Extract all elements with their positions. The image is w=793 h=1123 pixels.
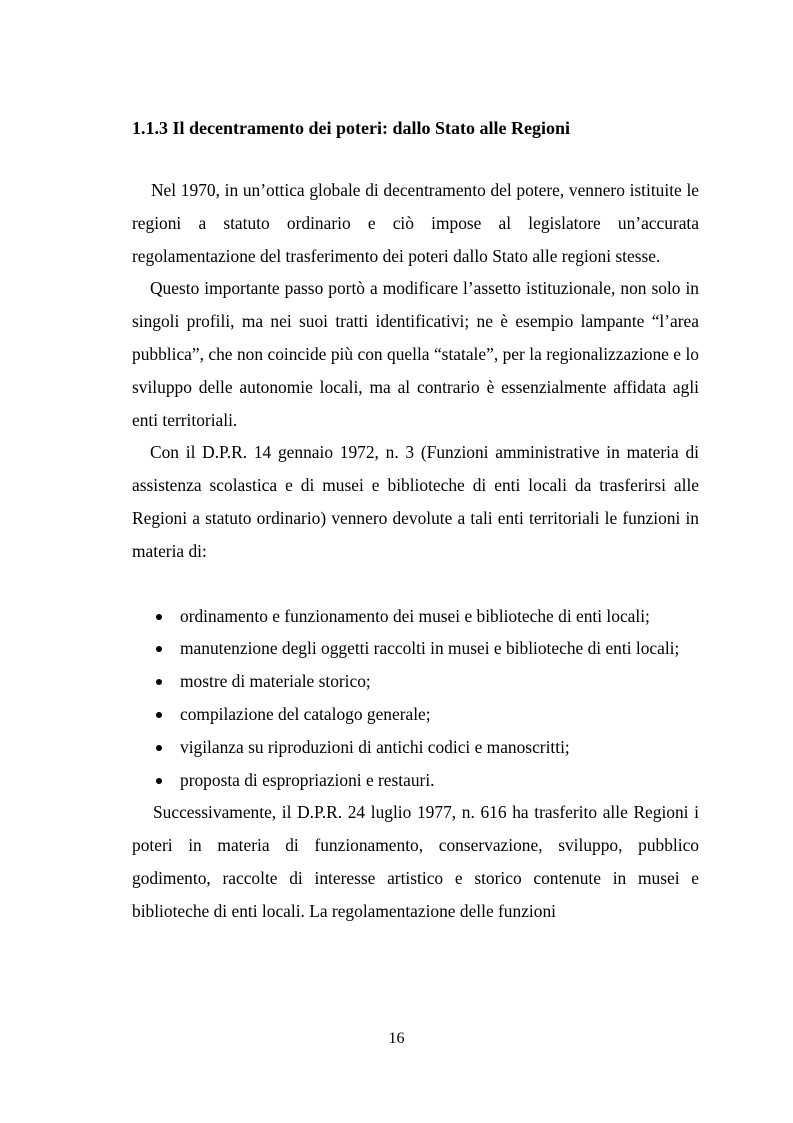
list-item [132, 632, 699, 665]
paragraph: Successivamente, il D.P.R. 24 luglio 1977, n. 616 ha trasferito alle Regioni i poteri in materia di funzionamento, conservazione, sviluppo, pubblico godimento, raccolte di interesse artistico e storico contenute in musei e biblioteche di enti locali. La regolamentazione delle funzioni [132, 802, 699, 921]
list-item-text: ordinamento e funzionamento dei musei e biblioteche di enti locali; [180, 605, 650, 626]
paragraph: Questo importante passo portò a modificare l’assetto istituzionale, non solo in singoli profili, ma nei suoi tratti identificativi; ne è esempio lampante “l’area pubblica”, che non coincide più con quella “statale”, per la regionalizzazione e lo sviluppo delle autonomie locali, ma al contrario è essenzialmente affidata agli enti territoriali. [132, 278, 699, 430]
body-text [132, 174, 699, 928]
list-item [132, 600, 699, 633]
list-item [132, 698, 699, 731]
bullet-icon [156, 712, 162, 718]
list-item [132, 665, 699, 698]
list-item-text: proposta di espropriazioni e restauri. [180, 769, 435, 790]
bullet-icon [156, 646, 162, 652]
paragraph: Nel 1970, in un’ottica globale di decentramento del potere, vennero istituite le regioni a statuto ordinario e ciò impose al legislatore un’accurata regolamentazione del trasferimento dei poteri dallo Stato alle regioni stesse. [132, 180, 699, 266]
list-item-text: mostre di materiale storico; [180, 671, 371, 692]
bullet-list [132, 600, 699, 797]
bullet-icon [156, 778, 162, 784]
bullet-icon [156, 614, 162, 620]
bullet-icon [156, 679, 162, 685]
page-number: 16 [388, 1030, 405, 1047]
section-heading: 1.1.3 Il decentramento dei poteri: dallo Stato alle Regioni [132, 118, 570, 138]
list-item [132, 764, 699, 797]
bullet-icon [156, 745, 162, 751]
list-item-text: compilazione del catalogo generale; [180, 703, 431, 724]
list-item-text: manutenzione degli oggetti raccolti in musei e biblioteche di enti locali; [180, 638, 680, 659]
list-item [132, 731, 699, 764]
list-item-text: vigilanza su riproduzioni di antichi codici e manoscritti; [180, 736, 570, 757]
paragraph: Con il D.P.R. 14 gennaio 1972, n. 3 (Funzioni amministrative in materia di assistenza scolastica e di musei e biblioteche di enti locali da trasferirsi alle Regioni a statuto ordinario) vennero devolute a tali enti territoriali le funzioni in materia di: [132, 442, 699, 561]
